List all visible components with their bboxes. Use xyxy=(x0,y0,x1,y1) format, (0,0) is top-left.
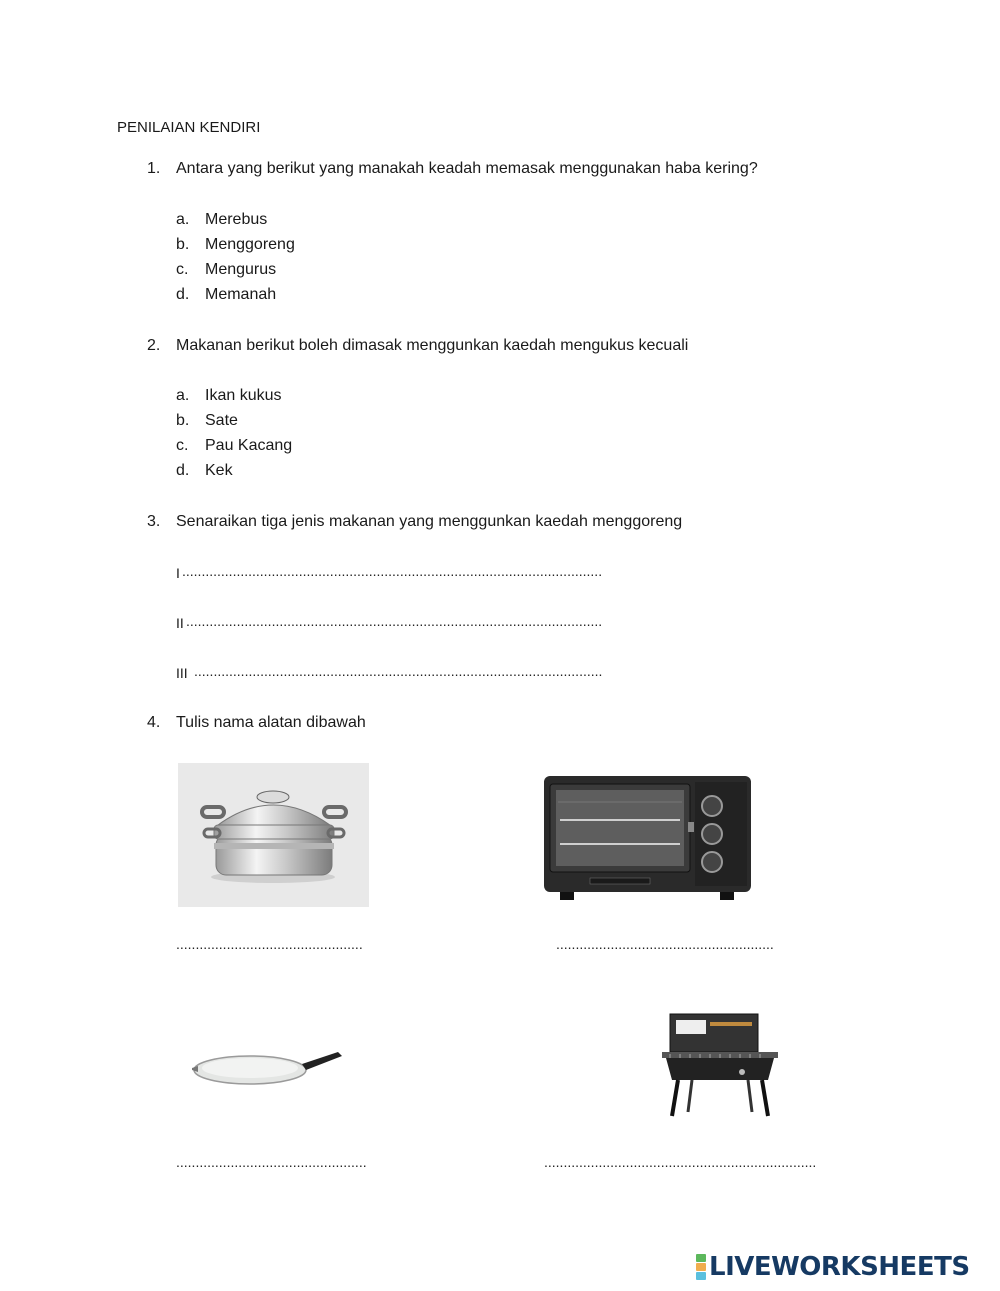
q1-option-b[interactable]: Menggoreng xyxy=(205,236,295,253)
page-title: PENILAIAN KENDIRI xyxy=(117,119,261,136)
bbq-grill-icon xyxy=(652,1008,792,1122)
q1-option-a[interactable]: Merebus xyxy=(205,211,268,228)
answer-line-steamer[interactable]: ................................................ xyxy=(176,936,363,952)
q1-option-letter: a. xyxy=(176,211,190,228)
q1-option-d[interactable]: Memanah xyxy=(205,286,277,303)
logo-text: LIVEWORKSHEETS xyxy=(709,1252,970,1282)
q2-option-letter: b. xyxy=(176,412,190,429)
q2-option-letter: c. xyxy=(176,437,189,454)
q1-option-letter: b. xyxy=(176,236,190,253)
q2-option-c[interactable]: Pau Kacang xyxy=(205,437,293,454)
logo-blocks-icon xyxy=(696,1254,706,1280)
liveworksheets-logo[interactable] xyxy=(696,1252,970,1282)
answer-label-i: I xyxy=(176,565,180,581)
q2-option-letter: a. xyxy=(176,387,190,404)
question-4-text: Tulis nama alatan dibawah xyxy=(176,714,366,731)
answer-label-ii: II xyxy=(176,615,184,631)
q1-option-letter: c. xyxy=(176,261,189,278)
toaster-oven-image xyxy=(540,772,755,904)
question-1-number: 1. xyxy=(147,160,161,177)
q2-option-a[interactable]: Ikan kukus xyxy=(205,387,282,404)
answer-line-oven[interactable]: ........................................................ xyxy=(556,936,774,952)
question-2-text: Makanan berikut boleh dimasak menggunkan kaedah mengukus kecuali xyxy=(176,337,689,354)
question-4-number: 4. xyxy=(147,714,161,731)
question-3-text: Senaraikan tiga jenis makanan yang menggunkan kaedah menggoreng xyxy=(176,513,683,530)
answer-line-grill[interactable]: ...................................................................... xyxy=(544,1154,817,1170)
answer-line-iii[interactable]: ......................................................................................................... xyxy=(194,663,603,679)
question-1-text: Antara yang berikut yang manakah keadah memasak menggunakan haba kering? xyxy=(176,160,758,177)
q1-option-c[interactable]: Mengurus xyxy=(205,261,277,278)
answer-label-iii: III xyxy=(176,665,188,681)
question-3-number: 3. xyxy=(147,513,161,530)
steamer-pot-icon xyxy=(178,763,369,907)
answer-line-i[interactable]: ............................................................................................................ xyxy=(182,563,603,579)
q2-option-letter: d. xyxy=(176,462,190,479)
steamer-pot-image xyxy=(178,763,369,907)
answer-line-ii[interactable]: ........................................................................................................... xyxy=(186,613,603,629)
question-2-number: 2. xyxy=(147,337,161,354)
toaster-oven-icon xyxy=(540,772,755,904)
q1-option-letter: d. xyxy=(176,286,190,303)
answer-line-pan[interactable]: ................................................. xyxy=(176,1154,367,1170)
frying-pan-image xyxy=(188,1040,348,1090)
frying-pan-icon xyxy=(188,1040,348,1090)
q2-option-b[interactable]: Sate xyxy=(205,412,238,429)
bbq-grill-image xyxy=(652,1008,792,1122)
q2-option-d[interactable]: Kek xyxy=(205,462,233,479)
